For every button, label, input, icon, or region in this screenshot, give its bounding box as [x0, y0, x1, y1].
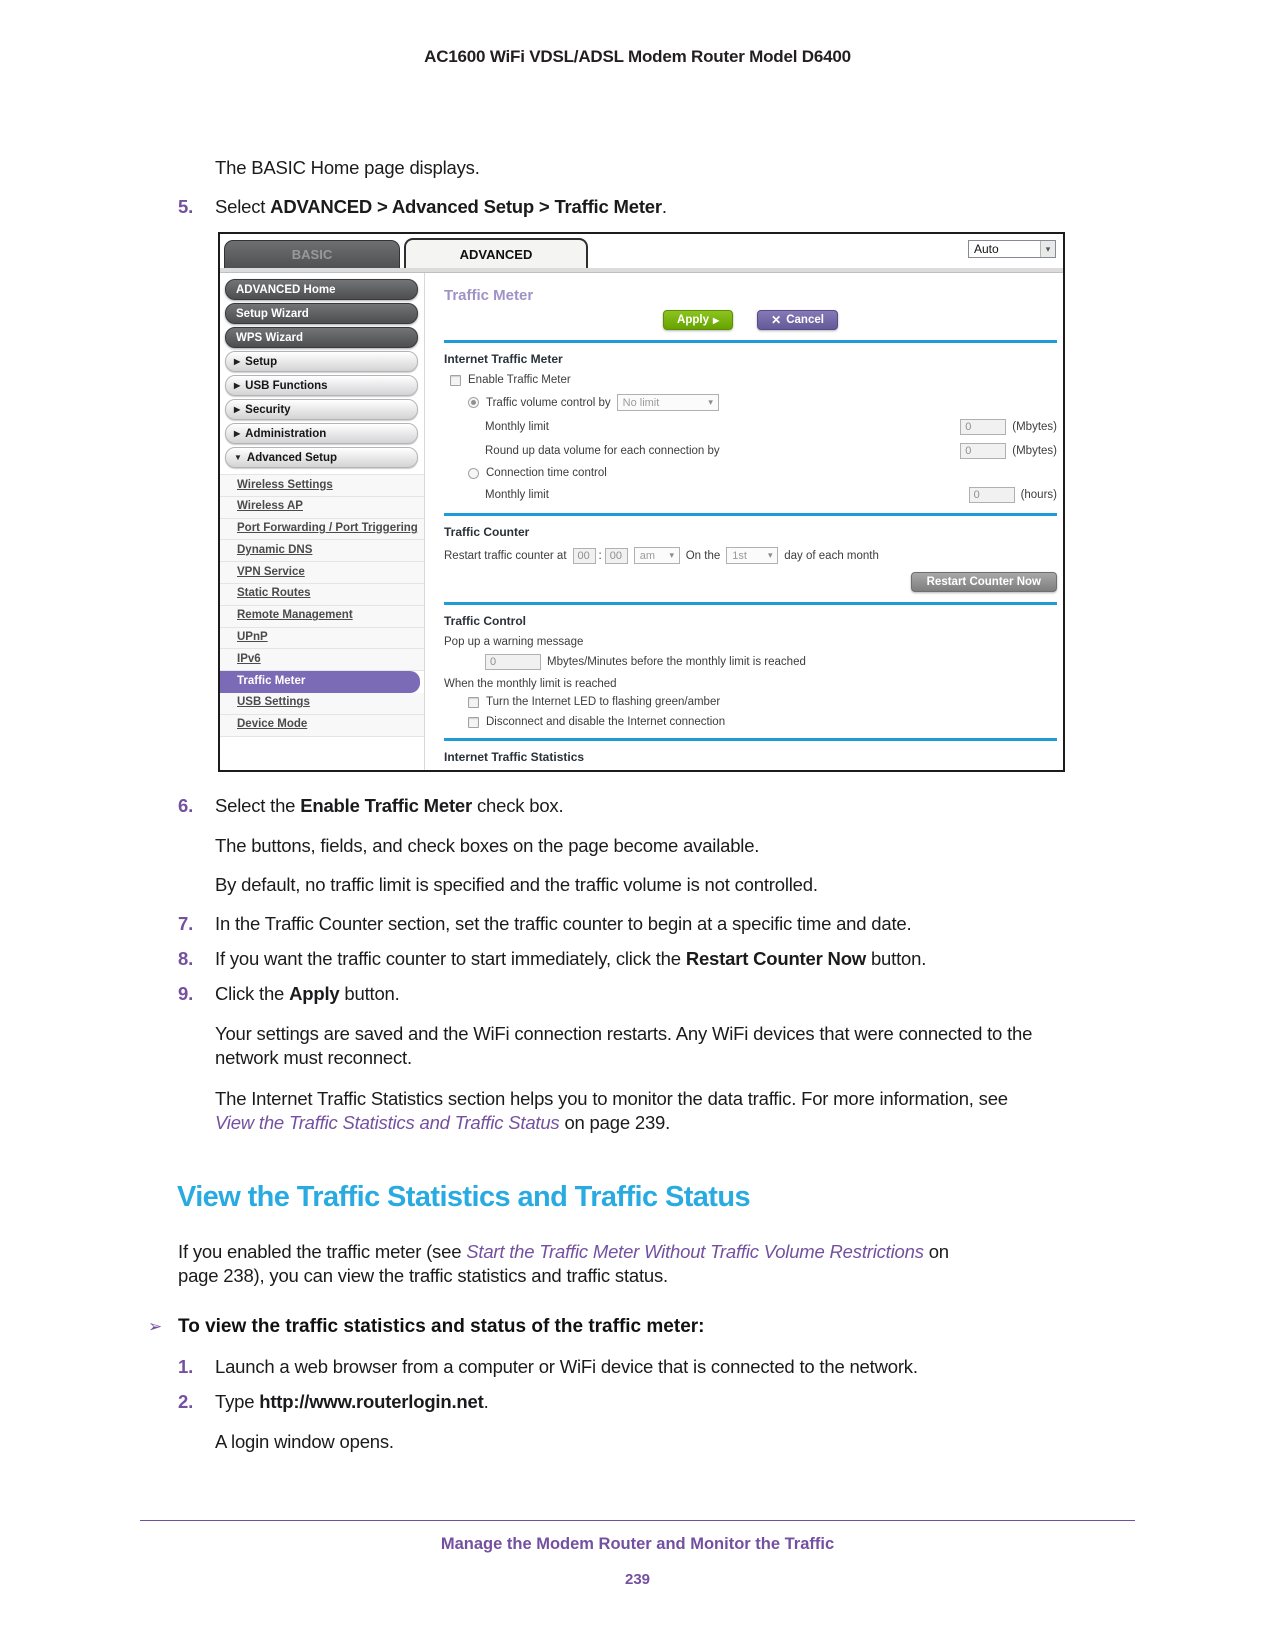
disconnect-checkbox[interactable] [468, 717, 479, 728]
section-traffic-counter: Traffic Counter [444, 525, 530, 539]
substep-2: 2. Type http://www.routerlogin.net. [178, 1391, 489, 1412]
popup-warning-label: Pop up a warning message [444, 636, 584, 648]
tab-strip [220, 268, 1063, 273]
apply-button[interactable]: Apply ▶ [663, 310, 733, 330]
router-ui-screenshot [218, 232, 1065, 772]
section-heading: View the Traffic Statistics and Traffic Status [177, 1181, 750, 1213]
step-5-text: Select [215, 196, 271, 217]
substep-2-note: A login window opens. [215, 1431, 394, 1452]
led-flash-label: Turn the Internet LED to flashing green/amber [486, 696, 721, 708]
sidebar-item-upnp[interactable]: UPnP [220, 628, 424, 650]
popup-warning-input[interactable]: 0 [485, 654, 541, 670]
chevron-collapsed-icon: ▶ [234, 381, 241, 390]
sidebar-item-ipv6[interactable]: IPv6 [220, 649, 424, 671]
restart-hour-input[interactable]: 00 [573, 548, 596, 564]
section-divider [444, 738, 1057, 741]
sidebar-item-static-routes[interactable]: Static Routes [220, 584, 424, 606]
connection-time-radio[interactable] [468, 468, 479, 479]
cancel-x-icon: ✕ [771, 313, 782, 327]
chevron-expanded-icon: ▼ [234, 453, 242, 462]
step-8: 8. If you want the traffic counter to start immediately, click the Restart Counter Now button. [178, 948, 927, 969]
traffic-meter-panel: Traffic Meter Apply ▶ ✕ Cancel Internet Traffic Meter Enable Traffic Meter Traffic volume control by No limit ▾ Monthly limit 0 (Mbytes) Round up data volume for each connection by 0 (Mbytes) Connection time control Monthly limit 0 (hours) Traffic Counter Restart traffic counter at 00 : 00 am ▾ On the 1st ▾ day of each month Restart Counter Now Traffic Control Pop up a warning message 0 Mbytes/Minutes before the monthly limit is reached When the monthly limit is reached Turn the Internet LED to flashing green/amber Disconnect and disable the Internet connection Internet Traffic Statistics [444, 287, 1057, 764]
sidebar-item-traffic-meter[interactable]: Traffic Meter [220, 671, 420, 693]
enable-traffic-meter-checkbox[interactable] [450, 375, 461, 386]
hours-unit: (hours) [1020, 489, 1057, 501]
monthly-limit-hours-input[interactable]: 0 [969, 487, 1015, 503]
section-divider [444, 513, 1057, 516]
sidebar-button-setup-wizard[interactable]: Setup Wizard [225, 303, 418, 324]
step-5-number: 5. [178, 196, 194, 217]
led-flash-checkbox[interactable] [468, 697, 479, 708]
sidebar-button-wps-wizard[interactable]: WPS Wizard [225, 327, 418, 348]
monthly-limit-hours-label: Monthly limit [485, 489, 549, 501]
section-internet-traffic-meter: Internet Traffic Meter [444, 352, 563, 366]
step-5-bold: ADVANCED > Advanced Setup > Traffic Meter [270, 196, 662, 217]
section-traffic-control: Traffic Control [444, 614, 527, 628]
sidebar-dark-buttons [220, 279, 424, 348]
day-select[interactable]: 1st ▾ [726, 547, 778, 564]
sidebar-categories [220, 351, 424, 468]
footer-chapter-title: Manage the Modem Router and Monitor the Traffic [440, 1535, 835, 1553]
chevron-collapsed-icon: ▶ [234, 405, 241, 414]
roundup-label: Round up data volume for each connection by [485, 445, 720, 457]
restart-minute-input[interactable]: 00 [605, 548, 628, 564]
procedure-heading: ➢ To view the traffic statistics and status of the traffic meter: [148, 1316, 705, 1337]
intro-text: The BASIC Home page displays. [215, 157, 480, 178]
sidebar-category-usb-functions[interactable]: ▶ USB Functions [225, 375, 418, 396]
on-the-label: On the [685, 549, 721, 562]
step-6: 6. Select the Enable Traffic Meter check box. [178, 795, 564, 816]
sidebar-category-advanced-setup[interactable]: ▼ Advanced Setup [225, 447, 418, 468]
language-dropdown[interactable] [968, 240, 1056, 258]
ampm-select[interactable]: am ▾ [634, 547, 680, 564]
step-5: 5. Select ADVANCED > Advanced Setup > Traffic Meter. [178, 196, 667, 217]
apply-arrow-icon: ▶ [713, 315, 720, 325]
disconnect-label: Disconnect and disable the Internet connection [486, 716, 726, 728]
traffic-volume-select[interactable]: No limit ▾ [617, 394, 719, 411]
restart-counter-label: Restart traffic counter at [444, 549, 567, 562]
monthly-limit-input[interactable]: 0 [960, 419, 1006, 435]
restart-counter-now-button[interactable]: Restart Counter Now [911, 572, 1057, 592]
sidebar-item-wireless-settings[interactable]: Wireless Settings [220, 474, 424, 497]
section-divider [444, 340, 1057, 343]
footer-divider [140, 1520, 1135, 1521]
chevron-collapsed-icon: ▶ [234, 357, 241, 366]
mbytes-unit: (Mbytes) [1012, 421, 1057, 433]
day-of-month-label: day of each month [784, 549, 879, 562]
panel-title: Traffic Meter [444, 287, 534, 304]
sidebar-item-remote-management[interactable]: Remote Management [220, 606, 424, 628]
step-7: 7. In the Traffic Counter section, set the traffic counter to begin at a specific time and date. [178, 913, 912, 934]
sidebar-item-port-forwarding-port-triggering[interactable]: Port Forwarding / Port Triggering [220, 519, 424, 541]
sidebar-links [220, 474, 424, 737]
chevron-down-icon: ▾ [669, 550, 674, 560]
sidebar-button-advanced-home[interactable]: ADVANCED Home [225, 279, 418, 300]
doc-header-title: AC1600 WiFi VDSL/ADSL Modem Router Model D6400 [424, 47, 851, 66]
traffic-volume-label: Traffic volume control by [486, 396, 611, 409]
popup-warning-suffix: Mbytes/Minutes before the monthly limit is reached [547, 656, 806, 668]
sidebar-item-wireless-ap[interactable]: Wireless AP [220, 497, 424, 519]
roundup-input[interactable]: 0 [960, 443, 1006, 459]
footer-page-number: 239 [624, 1571, 651, 1588]
traffic-volume-radio[interactable] [468, 397, 479, 408]
sidebar-item-dynamic-dns[interactable]: Dynamic DNS [220, 540, 424, 562]
sidebar-item-usb-settings[interactable]: USB Settings [220, 693, 424, 715]
sidebar [220, 273, 425, 770]
chevron-down-icon: ▾ [708, 397, 713, 407]
sidebar-category-administration[interactable]: ▶ Administration [225, 423, 418, 444]
when-limit-reached-label: When the monthly limit is reached [444, 678, 617, 690]
chevron-down-icon: ▾ [767, 550, 773, 560]
section-internet-traffic-statistics: Internet Traffic Statistics [444, 750, 585, 764]
step-6-note-2: By default, no traffic limit is specified and the traffic volume is not controlled. [215, 874, 818, 895]
chevron-down-icon[interactable]: ▾ [1040, 241, 1055, 257]
step-9: 9. Click the Apply button. [178, 983, 400, 1004]
language-dropdown-value: Auto [974, 242, 999, 256]
section-intro: If you enabled the traffic meter (see Start the Traffic Meter Without Traffic Volume Restrictions on page 238), you can view the traffic statistics and traffic status. [178, 1241, 949, 1287]
sidebar-item-vpn-service[interactable]: VPN Service [220, 562, 424, 584]
mbytes-unit: (Mbytes) [1012, 445, 1057, 457]
chevron-collapsed-icon: ▶ [234, 429, 241, 438]
sidebar-category-security[interactable]: ▶ Security [225, 399, 418, 420]
step-9-note-1: Your settings are saved and the WiFi connection restarts. Any WiFi devices that were connected to the network must reconnect. [215, 1023, 1033, 1069]
procedure-arrow-icon: ➢ [148, 1317, 163, 1336]
step-6-note-1: The buttons, fields, and check boxes on the page become available. [215, 835, 760, 856]
connection-time-label: Connection time control [486, 467, 607, 479]
substep-1: 1. Launch a web browser from a computer or WiFi device that is connected to the network. [178, 1356, 918, 1377]
tab-advanced[interactable]: ADVANCED [404, 238, 588, 268]
step-9-note-2: The Internet Traffic Statistics section helps you to monitor the data traffic. For more information, see View the Traffic Statistics and Traffic Status on page 239. [215, 1088, 1008, 1134]
enable-traffic-meter-label: Enable Traffic Meter [468, 374, 571, 386]
sidebar-item-device-mode[interactable]: Device Mode [220, 715, 424, 737]
cross-reference-link[interactable]: Start the Traffic Meter Without Traffic Volume Restrictions [466, 1241, 924, 1262]
monthly-limit-label: Monthly limit [485, 421, 549, 433]
sidebar-category-setup[interactable]: ▶ Setup [225, 351, 418, 372]
section-divider [444, 602, 1057, 605]
cancel-button[interactable]: ✕ Cancel [757, 310, 838, 330]
tab-basic[interactable]: BASIC [224, 240, 400, 268]
cross-reference-link[interactable]: View the Traffic Statistics and Traffic Status [215, 1112, 560, 1134]
